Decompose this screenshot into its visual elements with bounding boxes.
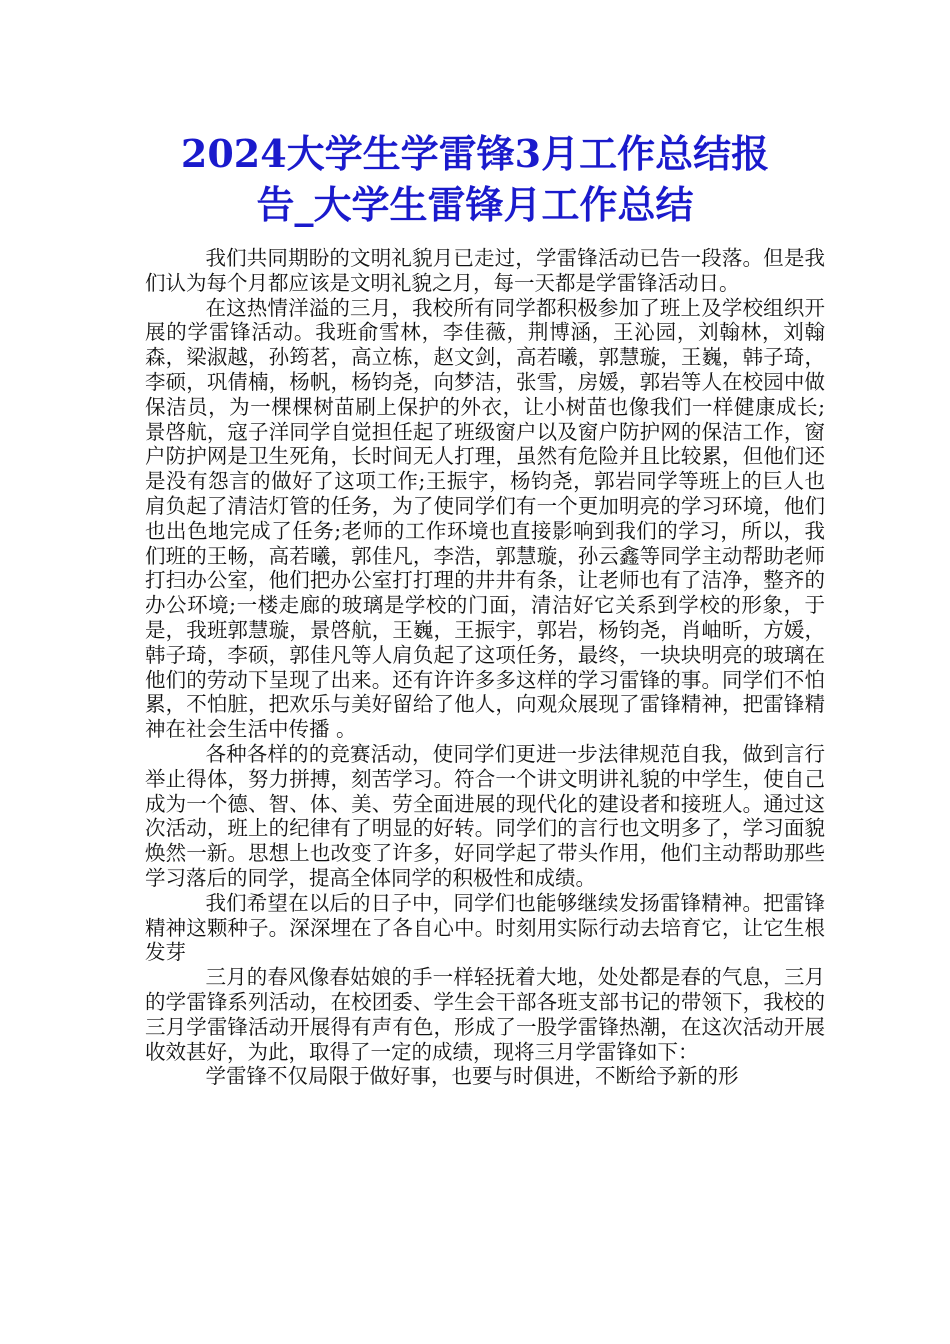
document-title [120,128,830,230]
paragraph-5: 三月的春风像春姑娘的手一样轻抚着大地，处处都是春的气息，三月的学雷锋系列活动，在校团委、学生会干部各班支部书记的带领下，我校的三月学雷锋活动开展得有声有色，形成了一股学雷锋热潮，在这次活动开展收效甚好，为此，取得了一定的成绩，现将三月学雷锋如下： [145,965,825,1064]
title-line-1: 2024大学生学雷锋3月工作总结报 [180,131,770,176]
paragraph-2: 在这热情洋溢的三月，我校所有同学都积极参加了班上及学校组织开展的学雷锋活动。我班俞雪林，李佳薇，荆博涵，王沁园，刘翰林，刘翰森，梁淑越，孙筠茗，高立栋，赵文剑，高若曦，郭慧璇，王巍，韩子琦，李硕，巩倩楠，杨帆，杨钧尧，向梦洁，张雪，房媛，郭岩等人在校园中做保洁员，为一棵棵树苗刷上保护的外衣，让小树苗也像我们一样健康成长;景啓航，寇子洋同学自觉担任起了班级窗户以及窗户防护网的保洁工作，窗户防护网是卫生死角，长时间无人打理，虽然有危险并且比较累，但他们还是没有怨言的做好了这项工作;王振宇，杨钧尧，郭岩同学等班上的巨人也肩负起了清洁灯管的任务，为了使同学们有一个更加明亮的学习环境，他们也出色地完成了任务;老师的工作环境也直接影响到我们的学习，所以，我们班的王畅，高若曦，郭佳凡，李浩，郭慧璇，孙云鑫等同学主动帮助老师打扫办公室，他们把办公室打打理的井井有条，让老师也有了洁净，整齐的办公环境;一楼走廊的玻璃是学校的门面，清洁好它关系到学校的形象，于是，我班郭慧璇，景啓航，王巍，王振宇，郭岩，杨钧尧，肖岫昕，方媛，韩子琦，李硕，郭佳凡等人肩负起了这项任务，最终，一块块明亮的玻璃在他们的劳动下呈现了出来。还有许许多多这样的学习雷锋的事。同学们不怕累，不怕脏，把欢乐与美好留给了他人，向观众展现了雷锋精神，把雷锋精神在社会生活中传播 。 [145,295,825,742]
paragraph-6: 学雷锋不仅局限于做好事，也要与时俱进，不断给予新的形 [205,1064,739,1089]
paragraph-3: 各种各样的的竞赛活动，使同学们更进一步法律规范自我，做到言行举止得体，努力拼搏，刻苦学习。符合一个讲文明讲礼貌的中学生，使自己成为一个德、智、体、美、劳全面进展的现代化的建设者和接班人。通过这次活动，班上的纪律有了明显的好转。同学们的言行也文明多了，学习面貌焕然一新。思想上也改变了许多，好同学起了带头作用，他们主动帮助那些学习落后的同学，提高全体同学的积极性和成绩。 [145,741,825,890]
paragraph-1: 我们共同期盼的文明礼貌月已走过，学雷锋活动已告一段落。但是我们认为每个月都应该是文明礼貌之月，每一天都是学雷锋活动日。 [145,246,825,295]
paragraph-4: 我们希望在以后的日子中，同学们也能够继续发扬雷锋精神。把雷锋精神这颗种子。深深埋在了各自心中。时刻用实际行动去培育它，让它生根发芽 [145,890,825,965]
title-line-2: 告_大学生雷锋月工作总结 [256,182,694,227]
document-body [145,246,825,1089]
